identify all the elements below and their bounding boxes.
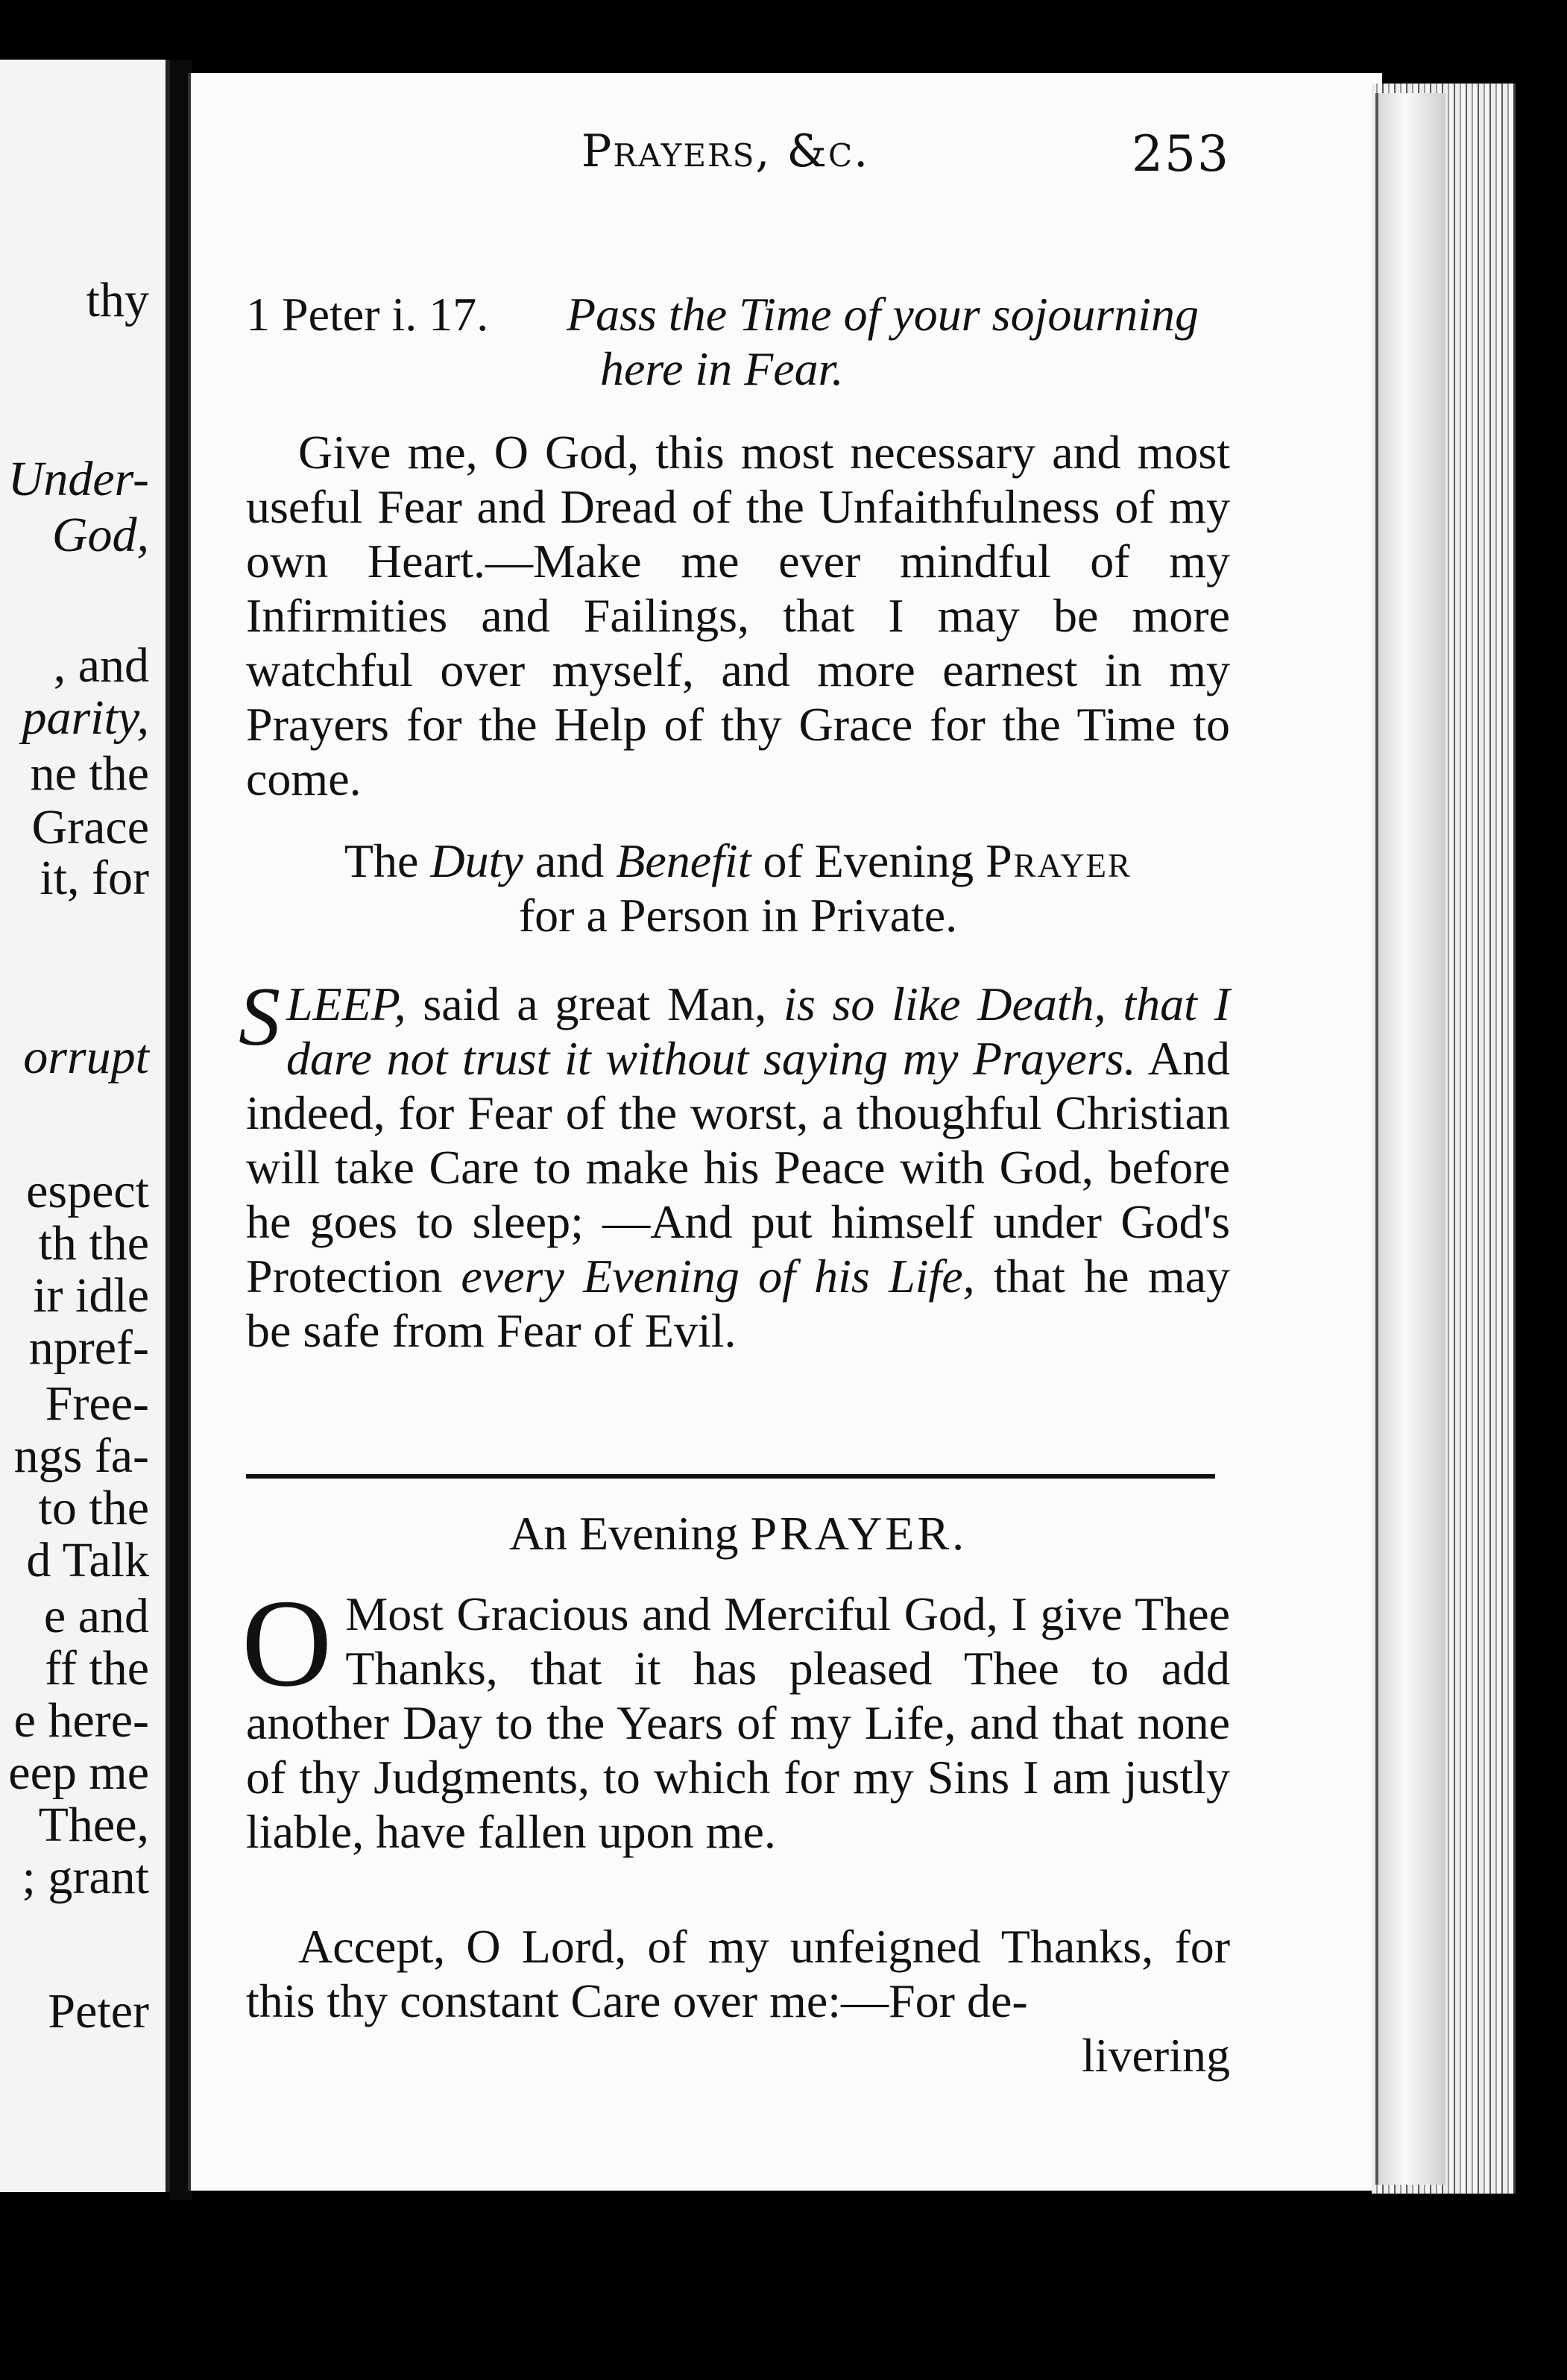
prayer-title (246, 1506, 1230, 1561)
catchword: livering (1081, 2029, 1230, 2082)
left-page-line: orrupt (23, 1030, 149, 1084)
verse-citation (246, 287, 1230, 396)
left-page-line: ngs fa- (13, 1429, 149, 1483)
paragraph-most-gracious (242, 1574, 1230, 1859)
heading-part1: The (344, 834, 431, 887)
heading-benefit: Benefit (616, 834, 751, 887)
horizontal-rule (246, 1474, 1215, 1479)
dropcap-s: S (239, 971, 280, 1063)
heading-part3: of Evening (751, 834, 986, 887)
heading-prayer: Prayer (986, 834, 1132, 887)
left-page-line: Peter (48, 1984, 149, 2039)
sleep-said: said a great Man, (406, 978, 784, 1030)
left-page-line: ; grant (22, 1850, 149, 1904)
prayer-title-prayer: PRAYER. (750, 1507, 968, 1560)
left-page-line: th the (38, 1216, 149, 1271)
left-page-line: Free- (45, 1376, 149, 1431)
left-page-line: Under- (7, 452, 149, 506)
page-edges-fore (1375, 93, 1445, 2185)
left-page-line: Thee, (38, 1798, 149, 1852)
dropcap-o: O (242, 1574, 332, 1713)
heading-duty: Duty (430, 834, 523, 887)
left-page-line: it, for (40, 851, 149, 905)
left-page-line: to the (38, 1481, 149, 1535)
verse-reference: 1 Peter i. 17. (246, 288, 489, 341)
sleep-every-evening: every Evening of his Life, (461, 1250, 975, 1303)
sleep-end: that he may be safe from Fear of Evil. (246, 1250, 1230, 1357)
sleep-quote: is so like Death, that I dare not trust it without saying my Prayers. (286, 978, 1231, 1085)
left-page-line: thy (86, 273, 149, 327)
running-title: Prayers, &c. (581, 125, 870, 177)
left-facing-page (0, 60, 170, 2192)
prayer-title-part1: An Evening (508, 1507, 751, 1560)
left-page-line: Grace (31, 800, 149, 854)
left-page-line: e and (43, 1589, 149, 1643)
paragraph-give-me: Give me, O God, this most necessary and most useful Fear and Dread of the Unfaithfulness of my own Heart.—Make me ever mindful of my Infirmities and Failings, that I may be more watchful over myself, and more earnest in my Prayers for the Help of thy Grace for the Time to come. (246, 426, 1230, 805)
left-page-line: God, (51, 508, 149, 562)
left-page-line: e here- (13, 1693, 149, 1748)
paragraph-sleep (239, 971, 1231, 1358)
left-page-line: ne the (30, 746, 149, 801)
section-heading (246, 834, 1230, 942)
left-page-line: d Talk (26, 1533, 149, 1587)
left-page-line: ff the (45, 1641, 149, 1696)
left-page-line: npref- (28, 1320, 149, 1375)
left-page-line: parity, (22, 690, 149, 745)
sleep-lead: LEEP, (286, 978, 406, 1030)
left-page-line: ir idle (33, 1268, 149, 1323)
verse-text-line1: Pass the Time of your sojourning (567, 288, 1199, 341)
heading-part2: and (523, 834, 617, 887)
verse-text-line2: here in Fear. (600, 342, 844, 395)
page-number: 253 (1132, 125, 1230, 183)
most-gracious-text: Most Gracious and Merciful God, I give Thee Thanks, that it has pleased Thee to add another Day to the Years of my Life, and that none of thy Judgments, to which for my Sins I am justly liable, have fallen upon me. (246, 1587, 1230, 1858)
heading-line2: for a Person in Private. (518, 889, 958, 942)
left-page-line: , and (53, 638, 149, 693)
left-page-line: eep me (8, 1745, 149, 1800)
paragraph-accept: Accept, O Lord, of my unfeigned Thanks, for this thy constant Care over me:—For de- (246, 1920, 1230, 2027)
sleep-rest: And indeed, for Fear of the worst, a thoughful Christian will take Care to make his Peace with God, before he goes to sleep; —And put himself under God's Protection (246, 1032, 1231, 1303)
left-page-line: espect (26, 1164, 149, 1218)
